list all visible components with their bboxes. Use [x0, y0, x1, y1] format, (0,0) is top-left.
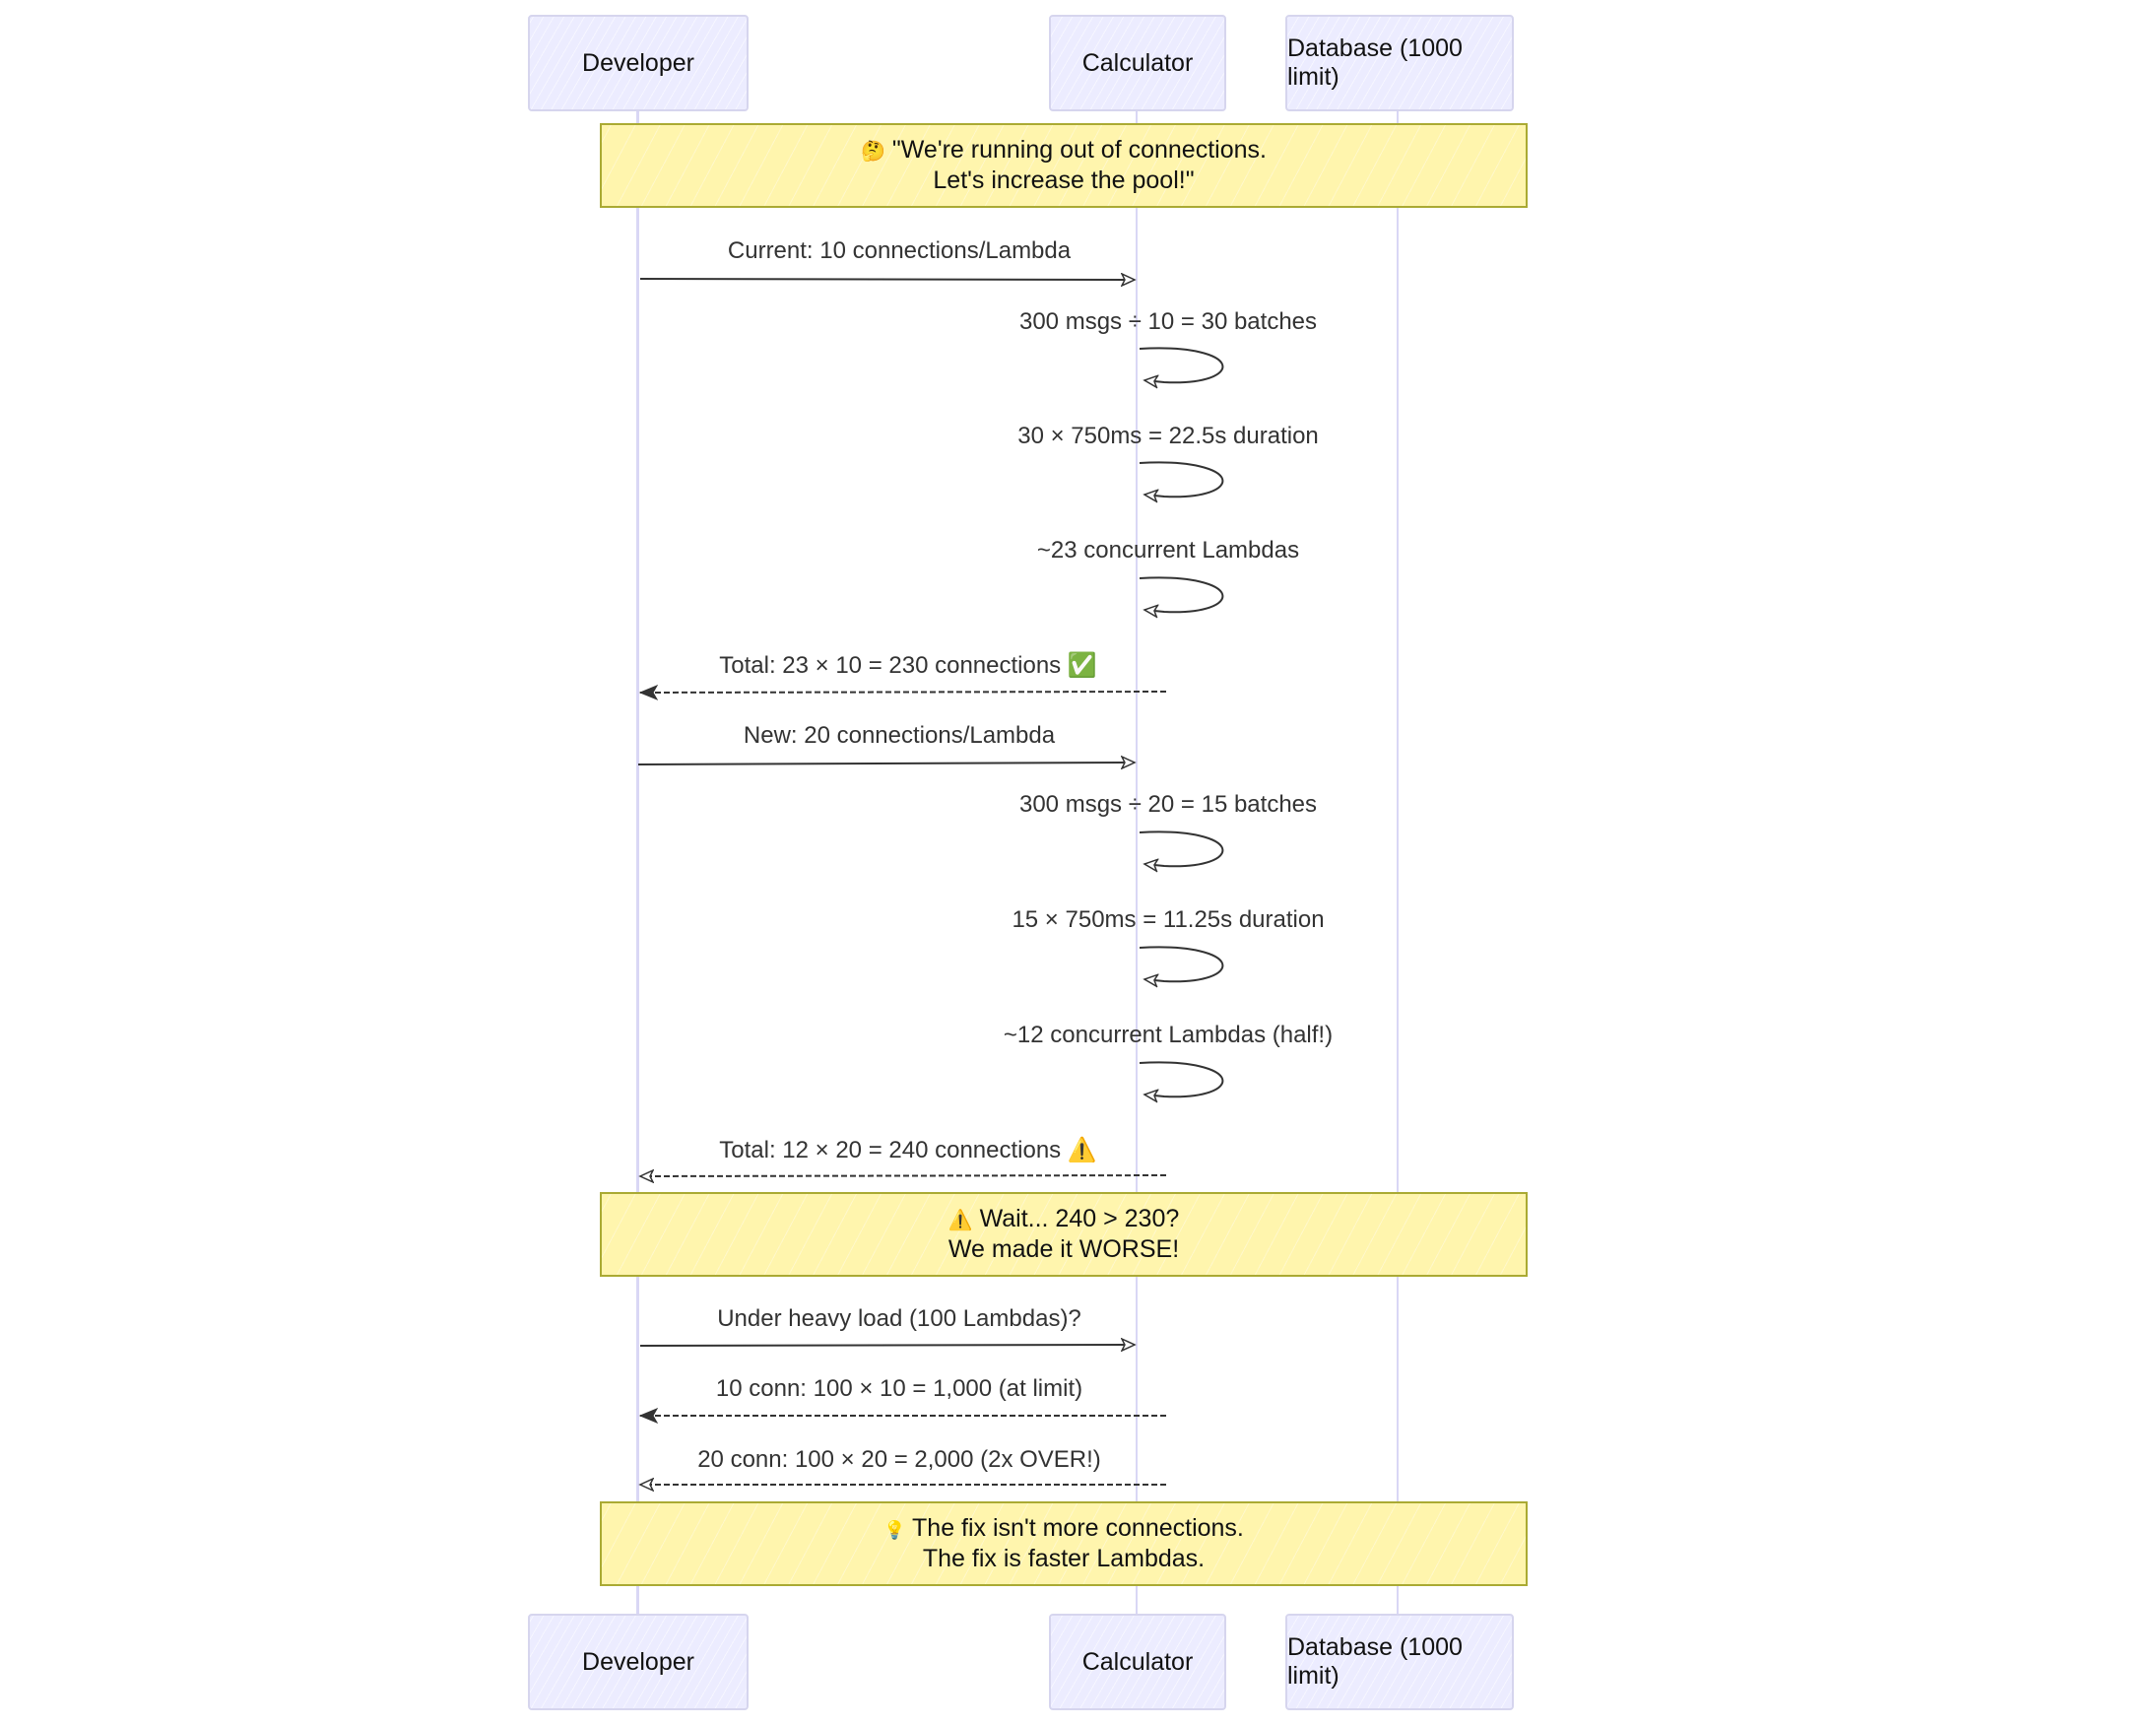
self-loop-1: [1140, 348, 1222, 382]
message-arrow-10: [640, 1175, 1166, 1176]
note-line-1: ⚠️ Wait... 240 > 230?: [947, 1205, 1180, 1232]
participant-calculator-bottom: [1049, 1614, 1226, 1710]
message-label-11: Under heavy load (100 Lambdas)?: [717, 1305, 1081, 1332]
message-label-10: Total: 12 × 20 = 240 connections ⚠️: [719, 1137, 1097, 1163]
message-label-8: 15 × 750ms = 11.25s duration: [1012, 906, 1325, 933]
note-line-2: We made it WORSE!: [947, 1235, 1180, 1263]
participant-label: Calculator: [1081, 1647, 1194, 1676]
note-line-1: 🤔 "We're running out of connections.: [861, 136, 1267, 164]
self-loop-3: [1140, 577, 1222, 612]
self-loop-2: [1140, 462, 1222, 497]
message-arrow-6: [638, 763, 1135, 764]
message-label-3: 30 × 750ms = 22.5s duration: [1017, 423, 1319, 449]
message-label-5: Total: 23 × 10 = 230 connections ✅: [719, 652, 1097, 679]
participant-label: Database (1000 limit): [1287, 34, 1463, 91]
participant-label: Database (1000 limit): [1287, 1633, 1463, 1690]
participant-label: Developer: [582, 1647, 694, 1676]
thinking-face-icon: 🤔: [861, 141, 885, 163]
message-arrow-5: [640, 692, 1166, 693]
message-label-4: ~23 concurrent Lambdas: [1036, 537, 1300, 564]
lightbulb-icon: 💡: [883, 1520, 906, 1540]
message-label-6: New: 20 connections/Lambda: [743, 722, 1056, 749]
self-loop-7: [1140, 831, 1222, 866]
note-line-2: Let's increase the pool!": [933, 166, 1195, 194]
self-loop-9: [1140, 1062, 1222, 1096]
note-line-2: The fix is faster Lambdas.: [922, 1545, 1206, 1572]
message-arrow-1: [640, 279, 1135, 280]
participant-label: Calculator: [1081, 48, 1194, 77]
message-label-9: ~12 concurrent Lambdas (half!): [1003, 1022, 1334, 1048]
message-label-1: Current: 10 connections/Lambda: [727, 237, 1072, 264]
warning-icon: ⚠️: [947, 1210, 973, 1231]
message-label-13: 20 conn: 100 × 20 = 2,000 (2x OVER!): [697, 1446, 1101, 1473]
participant-label: Developer: [582, 48, 694, 77]
message-arrow-11: [640, 1345, 1135, 1346]
message-label-12: 10 conn: 100 × 10 = 1,000 (at limit): [715, 1375, 1083, 1402]
participant-developer-bottom: [528, 1614, 749, 1710]
message-label-2: 300 msgs ÷ 10 = 30 batches: [1018, 308, 1318, 335]
note-line-1: 💡 The fix isn't more connections.: [883, 1514, 1244, 1542]
message-label-7: 300 msgs ÷ 20 = 15 batches: [1018, 791, 1318, 818]
participant-database-bottom: [1285, 1614, 1514, 1710]
self-loop-8: [1140, 947, 1222, 981]
